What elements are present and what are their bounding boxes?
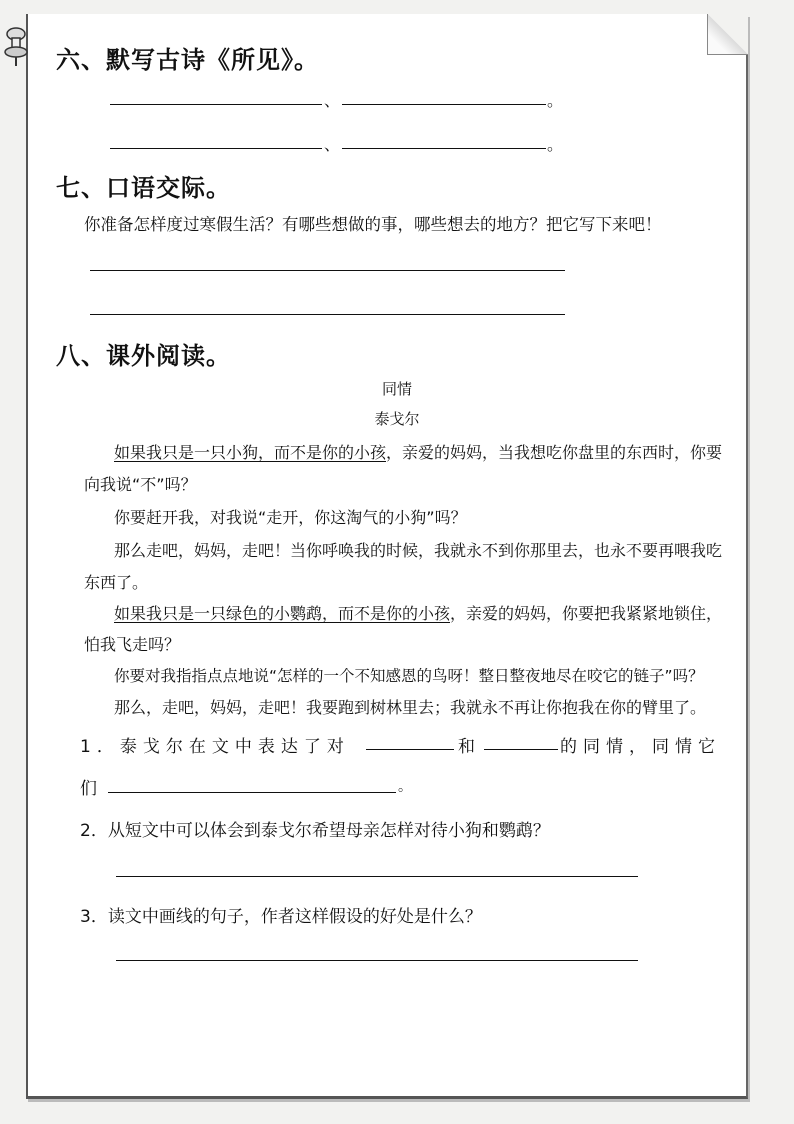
period: 。 xyxy=(547,135,564,154)
answer-line-q3[interactable] xyxy=(116,960,638,961)
paragraph-2: 你要赶开我，对我说“走开，你这淘气的小狗”吗？ xyxy=(114,508,467,527)
period: 。 xyxy=(547,91,564,110)
poem-blank-2[interactable] xyxy=(342,104,546,105)
passage-author: 泰戈尔 xyxy=(374,410,420,428)
section-7-heading: 七、口语交际。 xyxy=(56,174,231,202)
separator: 、 xyxy=(324,135,341,154)
question-2: 2．从短文中可以体会到泰戈尔希望母亲怎样对待小狗和鹦鹉？ xyxy=(80,821,550,841)
paragraph-4: 如果我只是一只绿色的小鹦鹉，而不是你的小孩，亲爱的妈妈，你要把我紧紧地锁住， xyxy=(114,604,723,623)
paragraph-3: 那么走吧，妈妈，走吧！当你呼唤我的时候，我就永不到你那里去，也永不要再喂我吃 xyxy=(114,541,723,560)
paragraph-5: 你要对我指指点点地说“怎样的一个不知感恩的鸟呀！整日整夜地尽在咬它的链子”吗？ xyxy=(114,667,704,685)
section-8-heading: 八、课外阅读。 xyxy=(56,342,231,370)
underlined-sentence: 如果我只是一只绿色的小鹦鹉，而不是你的小孩 xyxy=(114,604,451,623)
answer-line-7a[interactable] xyxy=(90,270,565,271)
question-1-part2: 和 xyxy=(458,737,475,757)
poem-blank-4[interactable] xyxy=(342,148,546,149)
paragraph-4-cont: 怕我飞走吗？ xyxy=(84,635,181,654)
q1-blank-1[interactable] xyxy=(366,749,454,750)
answer-line-q2[interactable] xyxy=(116,876,638,877)
question-1-part3: 的同情，同情它 xyxy=(560,737,721,757)
passage-title: 同情 xyxy=(381,380,412,398)
pushpin-icon xyxy=(2,26,32,68)
paragraph-1-cont: 向我说“不”吗？ xyxy=(84,475,197,494)
answer-line-7b[interactable] xyxy=(90,314,565,315)
separator: 、 xyxy=(324,91,341,110)
paragraph-1: 如果我只是一只小狗，而不是你的小孩，亲爱的妈妈，当我想吃你盘里的东西时，你要 xyxy=(114,443,723,462)
paragraph-3-cont: 东西了。 xyxy=(84,573,149,592)
question-3: 3．读文中画线的句子，作者这样假设的好处是什么？ xyxy=(80,907,482,927)
question-1-end: 。 xyxy=(398,779,412,795)
question-1-part1: 1．泰戈尔在文中表达了对 xyxy=(80,737,350,757)
paragraph-6: 那么，走吧，妈妈，走吧！我要跑到树林里去；我就永不再让你抱我在你的臂里了。 xyxy=(114,698,707,717)
underlined-sentence: 如果我只是一只小狗，而不是你的小孩 xyxy=(114,443,387,462)
poem-blank-1[interactable] xyxy=(110,104,322,105)
q1-blank-3[interactable] xyxy=(108,792,396,793)
page-corner-fold xyxy=(707,14,748,55)
q1-blank-2[interactable] xyxy=(484,749,558,750)
section-7-prompt: 你准备怎样度过寒假生活？有哪些想做的事，哪些想去的地方？把它写下来吧！ xyxy=(84,215,662,234)
poem-blank-3[interactable] xyxy=(110,148,322,149)
section-6-heading: 六、默写古诗《所见》。 xyxy=(56,46,319,74)
question-1-line2: 们 xyxy=(80,779,97,799)
